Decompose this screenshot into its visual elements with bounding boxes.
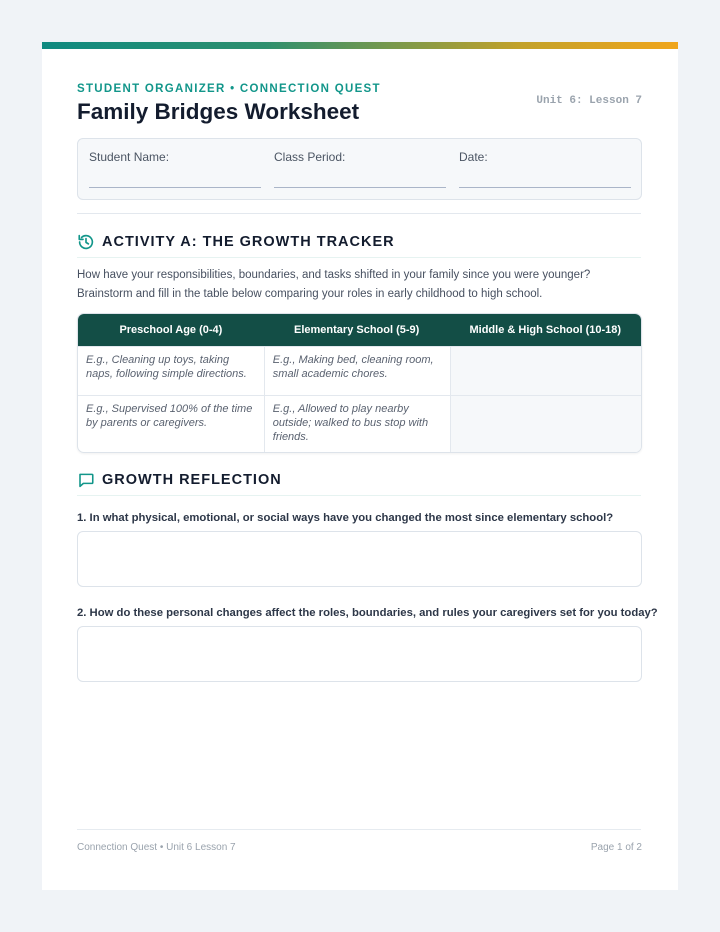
question-1: 1. In what physical, emotional, or social ways have you changed the most since elementary school? — [77, 512, 614, 524]
column-header: Middle & High School (10-18) — [450, 314, 641, 346]
table-cell[interactable]: E.g., Allowed to play nearby outside; walked to bus stop with friends. — [264, 395, 450, 452]
activity-heading-text: ACTIVITY A: THE GROWTH TRACKER — [102, 234, 395, 250]
column-header: Preschool Age (0-4) — [78, 314, 264, 346]
history-icon — [77, 233, 95, 251]
student-name-field[interactable] — [89, 150, 169, 164]
column-header: Elementary School (5-9) — [264, 314, 450, 346]
table-row — [78, 395, 641, 452]
student-info-box — [77, 138, 642, 200]
answer-box-2[interactable] — [77, 626, 642, 682]
table-row — [78, 346, 641, 395]
section-divider — [77, 213, 641, 214]
reflection-heading-rule — [77, 495, 641, 496]
activity-heading-rule — [77, 257, 641, 258]
footer-left: Connection Quest • Unit 6 Lesson 7 — [77, 842, 236, 853]
unit-label: Unit 6: Lesson 7 — [536, 95, 642, 107]
table-cell[interactable]: E.g., Cleaning up toys, taking naps, following simple directions. — [78, 346, 264, 395]
student-name-line[interactable] — [89, 187, 261, 188]
footer-divider — [77, 829, 641, 830]
page-title: Family Bridges Worksheet — [77, 99, 360, 124]
class-period-line[interactable] — [274, 187, 446, 188]
table-header-row — [78, 314, 641, 346]
chat-bubble-icon — [77, 471, 95, 489]
table-cell[interactable]: E.g., Supervised 100% of the time by parents or caregivers. — [78, 395, 264, 452]
eyebrow-label: STUDENT ORGANIZER • CONNECTION QUEST — [77, 83, 381, 95]
question-2: 2. How do these personal changes affect the roles, boundaries, and rules your caregivers set for you today? — [77, 607, 658, 619]
class-period-field[interactable] — [274, 150, 345, 164]
date-field[interactable] — [459, 150, 488, 164]
table-cell-blank[interactable] — [450, 346, 641, 395]
class-period-label: Class Period: — [274, 150, 346, 164]
table-cell-blank[interactable] — [450, 395, 641, 452]
date-label: Date: — [459, 150, 488, 164]
page-number: Page 1 of 2 — [590, 842, 642, 853]
date-line[interactable] — [459, 187, 631, 188]
answer-box-1[interactable] — [77, 531, 642, 587]
growth-tracker-table — [77, 313, 642, 453]
reflection-heading-text: GROWTH REFLECTION — [102, 472, 282, 488]
student-name-label: Student Name: — [89, 150, 170, 164]
worksheet-page — [42, 42, 678, 890]
activity-intro: How have your responsibilities, boundaries, and tasks shifted in your family since you were younger? Brainstorm and fill in the table below comparing your roles in early childhood to high school. — [77, 269, 591, 300]
table-cell[interactable]: E.g., Making bed, cleaning room, small academic chores. — [264, 346, 450, 395]
accent-bar — [42, 42, 678, 49]
